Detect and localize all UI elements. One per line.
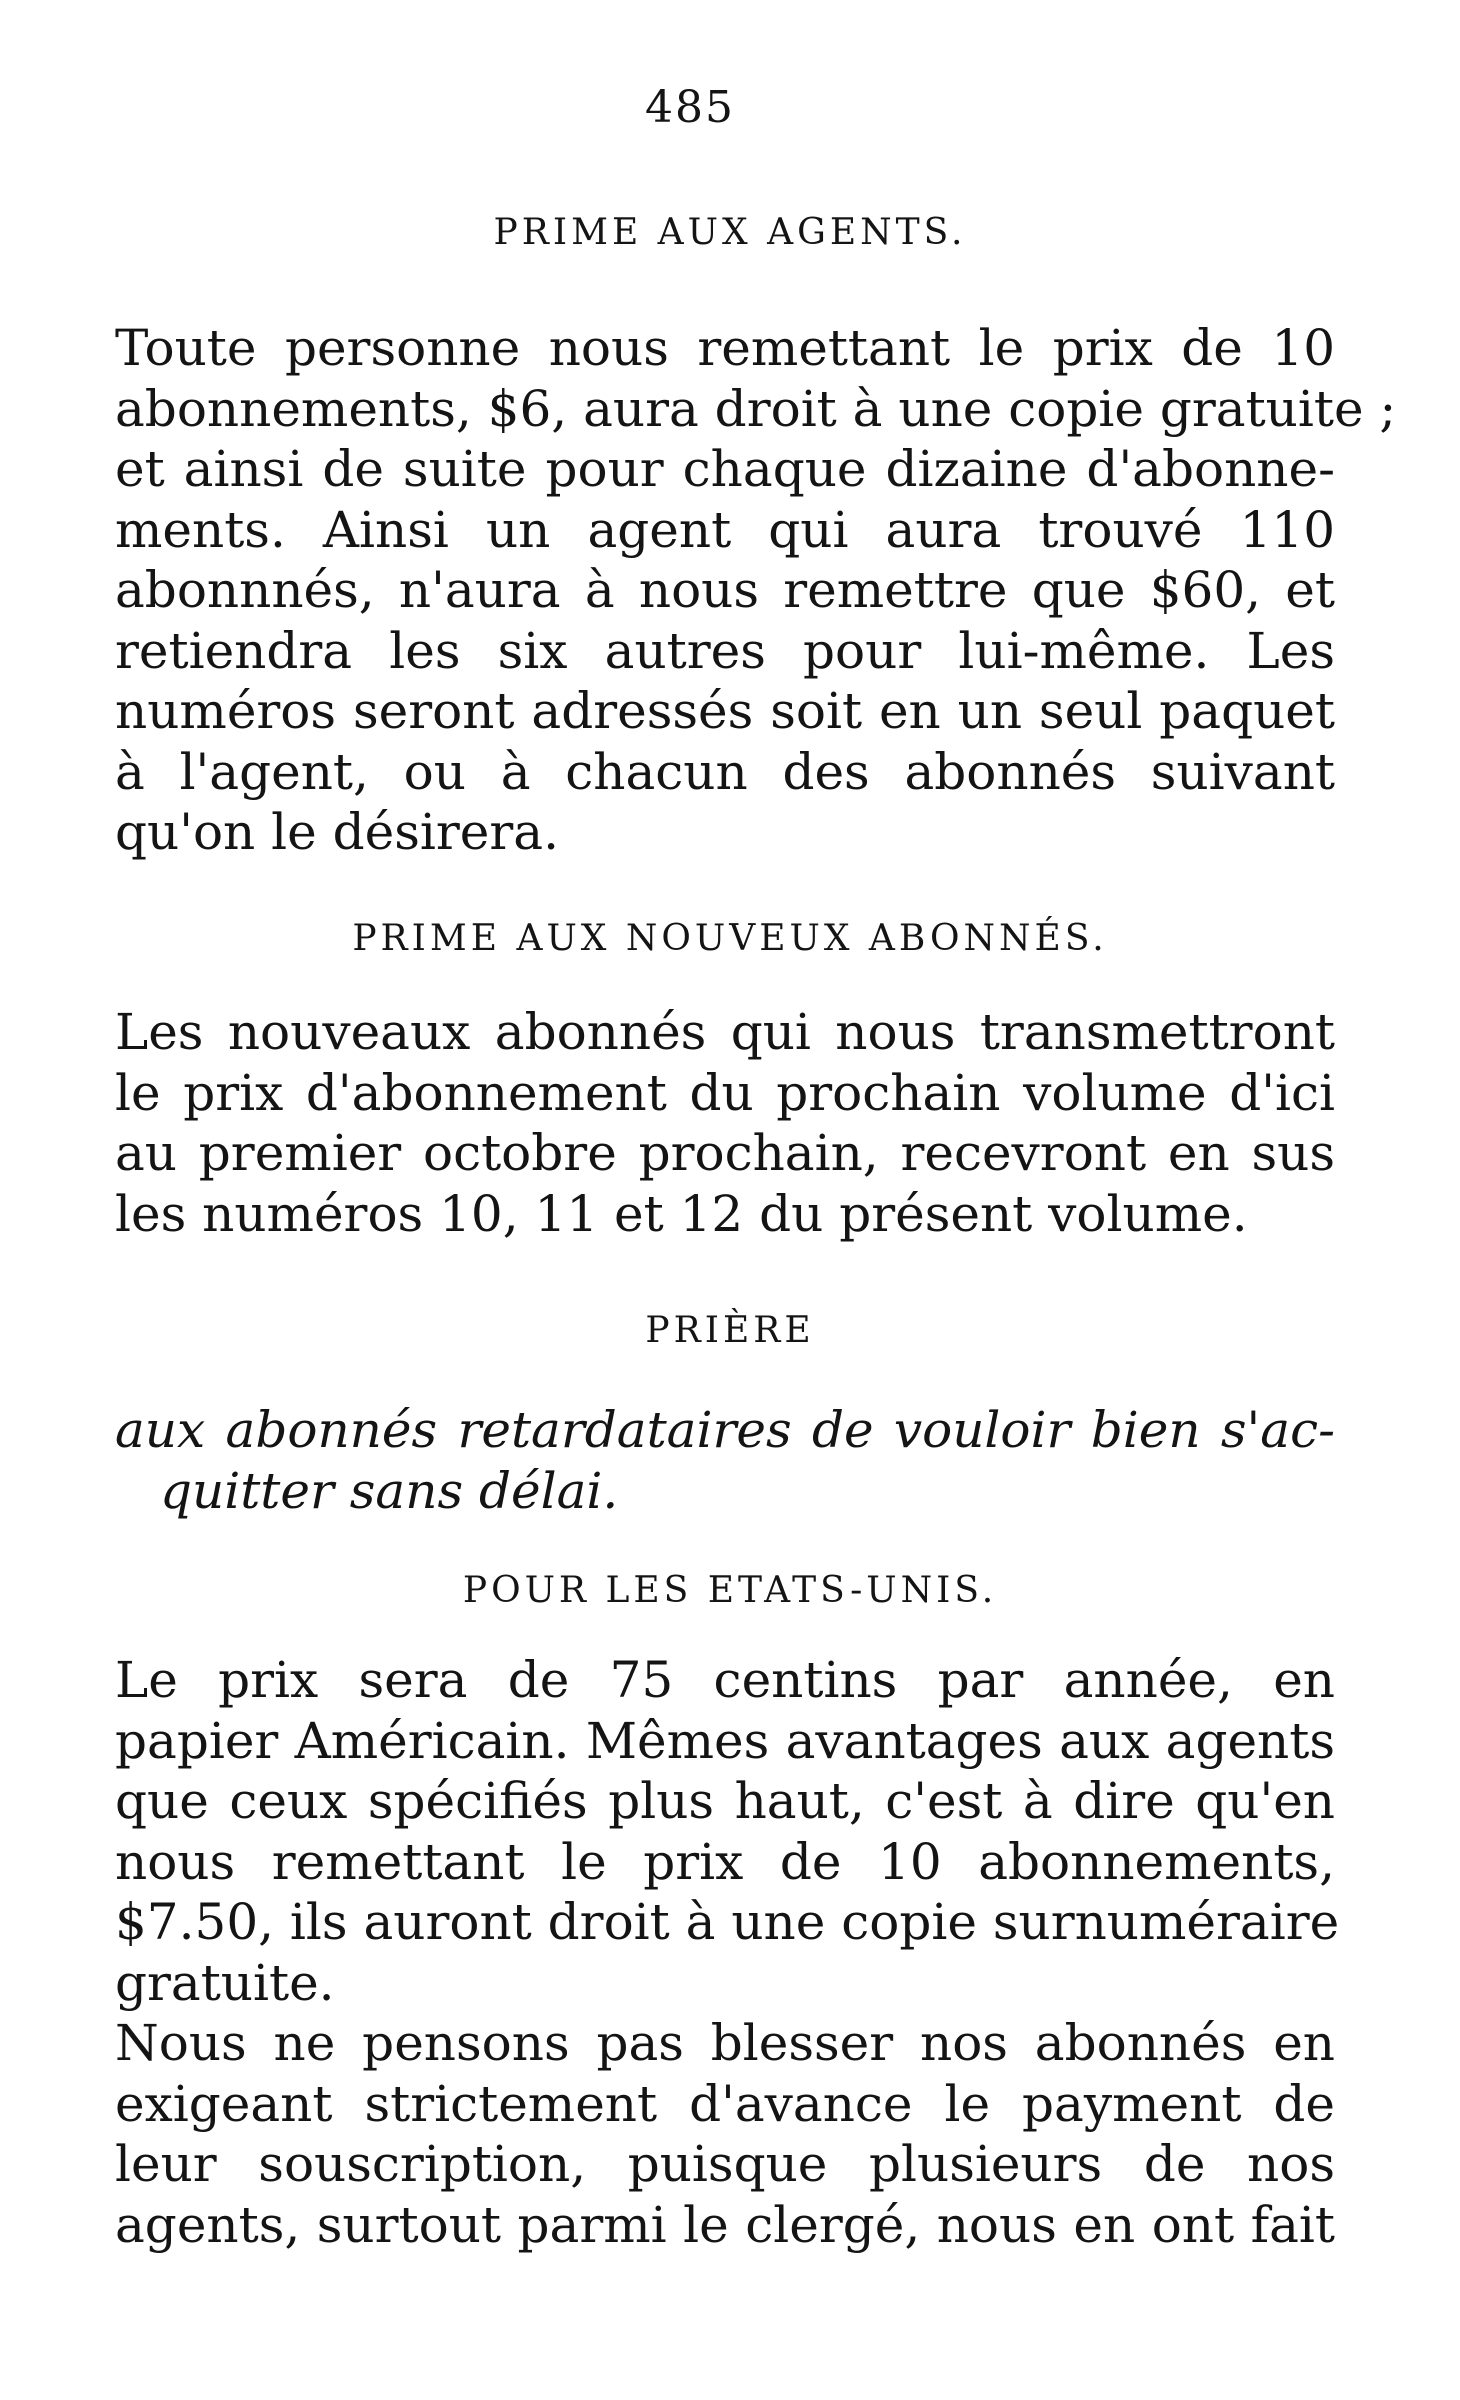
section-body-priere [115,1400,1335,1521]
text-line: papier Américain. Mêmes avantages aux agents [115,1711,1335,1770]
text-line: nous remettant le prix de 10 abonnements, [115,1832,1335,1891]
text-line: les numéros 10, 11 et 12 du présent volume. [115,1184,1248,1243]
text-line: le prix d'abonnement du prochain volume d'ici [115,1063,1335,1122]
text-line: Nous ne pensons pas blesser nos abonnés en [115,2014,1335,2072]
text-line: $7.50, ils auront droit à une copie surnuméraire [115,1893,1340,1951]
text-line: Toute personne nous remettant le prix de 10 [115,319,1335,377]
section-heading-prime-agents: PRIME AUX AGENTS. [493,212,967,253]
text-line: exigeant strictement d'avance le payment de [115,2074,1335,2133]
section-heading-prime-nouveaux: PRIME AUX NOUVEUX ABONNÉS. [352,918,1108,959]
text-line: Le prix sera de 75 centins par année, en [115,1651,1335,1709]
text-line: abonnnés, n'aura à nous remettre que $60, et [115,561,1335,619]
text-line: qu'on le désirera. [115,803,559,861]
text-line: au premier octobre prochain, recevront en sus [115,1124,1335,1182]
text-line: à l'agent, ou à chacun des abonnés suivant [115,742,1335,801]
section-heading-priere: PRIÈRE [645,1310,815,1351]
text-line: abonnements, $6, aura droit à une copie gratuite ; [115,379,1397,438]
text-line: retiendra les six autres pour lui-même. Les [115,621,1335,680]
page-number: 485 [645,82,735,133]
section-heading-etats-unis: POUR LES ETATS-UNIS. [462,1570,998,1611]
text-line: quitter sans délai. [160,1461,619,1520]
text-line: numéros seront adressés soit en un seul paquet [115,682,1335,740]
text-line: gratuite. [115,1953,335,2012]
section-body-etats-unis [115,1650,1340,2255]
section-body-prime-agents [115,318,1397,863]
text-line: agents, surtout parmi le clergé, nous en ont fait [115,2195,1335,2254]
section-body-prime-nouveaux [115,1002,1335,1244]
text-line: aux abonnés retardataires de vouloir bien s'ac- [115,1401,1335,1459]
text-line: et ainsi de suite pour chaque dizaine d'abonne- [115,440,1335,498]
text-line: ments. Ainsi un agent qui aura trouvé 110 [115,500,1335,559]
text-line: leur souscription, puisque plusieurs de nos [115,2135,1335,2193]
text-line: que ceux spécifiés plus haut, c'est à dire qu'en [115,1772,1335,1830]
text-line: Les nouveaux abonnés qui nous transmettront [115,1003,1335,1061]
